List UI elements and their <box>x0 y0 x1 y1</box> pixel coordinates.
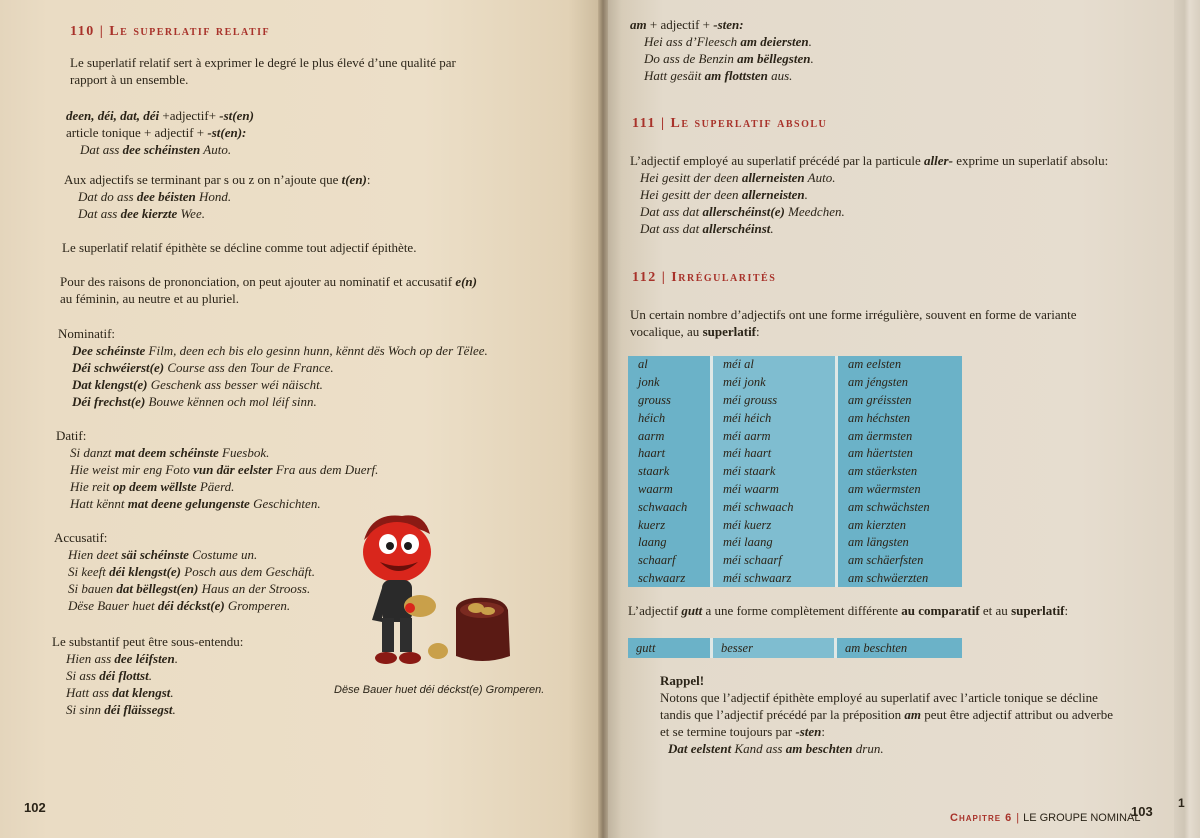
heading-112: 112 | Irrégularités <box>632 270 777 285</box>
superlative-cell: am äermsten <box>835 427 962 445</box>
sous-entendu-label: Le substantif peut être sous-entendu: <box>52 634 244 649</box>
gutt-superlative-cell: am beschten <box>834 638 962 658</box>
superlative-cell: am gréissten <box>835 392 962 410</box>
superlative-cell: am héchsten <box>835 409 962 427</box>
irregular-superlatives-table <box>628 356 962 587</box>
sous-example: Hien ass dee léifsten. <box>66 651 178 666</box>
comparative-cell: méi schwaach <box>710 498 835 516</box>
sous-entendu-block <box>52 633 243 718</box>
irregular-intro: Un certain nombre d’adjectifs ont une forme irrégulière, souvent en forme de variante vocalique, au superlatif: <box>630 307 1077 339</box>
sous-example: Si ass déi flottst. <box>66 668 152 683</box>
irregular-row <box>628 481 962 499</box>
comparative-cell: méi haart <box>710 445 835 463</box>
page-number-right: 103 <box>1131 804 1153 819</box>
datif-block <box>56 427 378 512</box>
positive-cell: laang <box>628 534 710 552</box>
acc-example: Hien deet säi schéinste Costume un. <box>68 547 258 562</box>
gutt-intro: L’adjectif gutt a une forme complètement différente au comparatif et au superlatif: <box>628 603 1069 618</box>
am-rule-block: am + adjectif + -sten: Hei ass d’Fleesch am deiersten. Do ass de Benzin am bëllegsten. Hatt gesäit am flottsten aus. <box>630 17 814 83</box>
absolu-example: Hei gesitt der deen allerneisten Auto. <box>640 170 836 185</box>
nom-example: Dee schéinste Film, deen ech bis elo gesinn hunn, kënnt dës Woch op der Tëlee. <box>72 343 488 358</box>
rule-line-2: article tonique + adjectif + <box>66 125 208 140</box>
footer-separator: | <box>1016 812 1020 824</box>
illustration-caption: Dëse Bauer huet déi déckst(e) Gromperen. <box>334 684 545 696</box>
irregular-row <box>628 427 962 445</box>
comparative-cell: méi schwaarz <box>710 570 835 588</box>
sz-block: Aux adjectifs se terminant par s ou z on n’ajoute que t(en): Dat do ass dee béisten Hond. Dat ass dee kierzte Wee. <box>64 172 371 221</box>
example-1: Dat ass dee schéinsten Auto. <box>80 142 232 157</box>
page-edges <box>1174 0 1200 838</box>
positive-cell: grouss <box>628 392 710 410</box>
irregular-row <box>628 552 962 570</box>
irregular-row <box>628 516 962 534</box>
dat-example: Hie weist mir eng Foto vun där eelster Fra aus dem Duerf. <box>70 462 379 477</box>
superlative-cell: am schäerfsten <box>835 552 962 570</box>
superlative-cell: am schwäerzten <box>835 570 962 588</box>
positive-cell: al <box>628 356 710 374</box>
rule-block <box>66 107 254 158</box>
farmer-illustration <box>352 510 522 680</box>
heading-110: 110 | Le superlatif relatif <box>70 24 271 39</box>
comparative-cell: méi waarm <box>710 481 835 499</box>
positive-cell: waarm <box>628 481 710 499</box>
irregular-row <box>628 392 962 410</box>
intro-paragraph <box>70 54 456 88</box>
positive-cell: schwaach <box>628 498 710 516</box>
comparative-cell: méi jonk <box>710 374 835 392</box>
prononciation-block: Pour des raisons de prononciation, on peut ajouter au nominatif et accusatif e(n) au féminin, au neutre et au pluriel. <box>60 274 477 306</box>
dat-example: Hatt kënnt mat deene gelungenste Geschichten. <box>70 496 321 511</box>
positive-cell: haart <box>628 445 710 463</box>
superlative-cell: am jéngsten <box>835 374 962 392</box>
comparative-cell: méi aarm <box>710 427 835 445</box>
dat-example: Hie reit op deem wëllste Päerd. <box>70 479 235 494</box>
acc-example: Si bauen dat bëllegst(en) Haus an der Strooss. <box>68 581 311 596</box>
am-example: Hei ass d’Fleesch am deiersten. <box>644 34 812 49</box>
heading-111: 111 | Le superlatif absolu <box>632 116 828 131</box>
sous-example: Si sinn déi fläissegst. <box>66 702 176 717</box>
decline-text: Le superlatif relatif épithète se décline comme tout adjectif épithète. <box>62 240 417 255</box>
irregular-row <box>628 409 962 427</box>
sz-example-1: Dat do ass dee béisten Hond. <box>78 189 232 204</box>
positive-cell: kuerz <box>628 516 710 534</box>
irregular-row <box>628 498 962 516</box>
superlative-cell: am schwächsten <box>835 498 962 516</box>
accusatif-block <box>54 529 315 614</box>
accusatif-label: Accusatif: <box>54 530 108 545</box>
positive-cell: jonk <box>628 374 710 392</box>
irregular-row <box>628 570 962 588</box>
acc-example: Dëse Bauer huet déi déckst(e) Gromperen. <box>68 598 291 613</box>
page-number-left: 102 <box>24 800 46 815</box>
irregular-row <box>628 534 962 552</box>
irregular-row <box>628 463 962 481</box>
nom-example: Dat klengst(e) Geschenk ass besser wéi näischt. <box>72 377 323 392</box>
nom-example: Déi frechst(e) Bouwe kënnen och mol léif sinn. <box>72 394 317 409</box>
book-spine <box>598 0 608 838</box>
superlative-cell: am längsten <box>835 534 962 552</box>
superlative-cell: am häertsten <box>835 445 962 463</box>
footer-chapter: Chapitre 6 <box>950 812 1013 824</box>
superlative-cell: am wäermsten <box>835 481 962 499</box>
intro-line-1: Le superlatif relatif sert à exprimer le degré le plus élevé d’une qualité par <box>70 55 456 70</box>
footer-title: LE GROUPE NOMINAL <box>1023 812 1141 824</box>
comparative-cell: méi schaarf <box>710 552 835 570</box>
rule-suffix: -st(en) <box>219 108 254 123</box>
comparative-cell: méi staark <box>710 463 835 481</box>
chapter-footer <box>950 812 1140 824</box>
superlative-cell: am kierzten <box>835 516 962 534</box>
nominatif-block <box>58 325 488 410</box>
absolu-example: Dat ass dat allerschéinst(e) Meedchen. <box>640 204 845 219</box>
sous-example: Hatt ass dat klengst. <box>66 685 174 700</box>
gutt-comparative-cell: besser <box>710 638 834 658</box>
datif-label: Datif: <box>56 428 87 443</box>
am-example: Hatt gesäit am flottsten aus. <box>644 68 793 83</box>
rappel-example: Dat eelstent Kand ass am beschten drun. <box>668 741 884 756</box>
dat-example: Si danzt mat deem schéinste Fuesbok. <box>70 445 270 460</box>
absolu-example: Dat ass dat allerschéinst. <box>640 221 774 236</box>
absolu-example: Hei gesitt der deen allerneisten. <box>640 187 808 202</box>
positive-cell: aarm <box>628 427 710 445</box>
irregular-row <box>628 374 962 392</box>
positive-cell: schaarf <box>628 552 710 570</box>
positive-cell: staark <box>628 463 710 481</box>
comparative-cell: méi al <box>710 356 835 374</box>
nom-example: Déi schwéierst(e) Course ass den Tour de France. <box>72 360 334 375</box>
absolu-block: L’adjectif employé au superlatif précédé par la particule aller- exprime un superlatif absolu: Hei gesitt der deen allerneisten Auto. Hei gesitt der deen allerneisten. Dat ass dat allerschéinst(e) Meedchen. Dat ass dat allerschéinst. <box>630 153 1109 236</box>
comparative-cell: méi grouss <box>710 392 835 410</box>
edge-page-number: 1 <box>1178 796 1185 810</box>
positive-cell: schwaarz <box>628 570 710 588</box>
rule-articles: deen, déi, dat, déi <box>66 108 160 123</box>
gutt-cell: gutt <box>628 638 710 658</box>
irregular-row <box>628 445 962 463</box>
comparative-cell: méi héich <box>710 409 835 427</box>
sz-example-2: Dat ass dee kierzte Wee. <box>78 206 205 221</box>
rule-line-2-suffix: -st(en): <box>207 125 247 140</box>
acc-example: Si keeft déi klengst(e) Posch aus dem Geschäft. <box>68 564 315 579</box>
am-example: Do ass de Benzin am bëllegsten. <box>644 51 814 66</box>
intro-line-2: rapport à un ensemble. <box>70 72 189 87</box>
gutt-table-row <box>628 638 962 658</box>
rappel-title: Rappel! <box>660 673 705 688</box>
irregular-row <box>628 356 962 374</box>
superlative-cell: am eelsten <box>835 356 962 374</box>
positive-cell: héich <box>628 409 710 427</box>
comparative-cell: méi laang <box>710 534 835 552</box>
superlative-cell: am stäerksten <box>835 463 962 481</box>
rappel-box: Rappel! Notons que l’adjectif épithète employé au superlatif avec l’article tonique se décline tandis que l’adjectif précédé par la préposition am peut être adjectif attribut ou adverbe et se termine toujours par -sten: Dat eelstent Kand ass am beschten drun. <box>660 673 1114 756</box>
comparative-cell: méi kuerz <box>710 516 835 534</box>
nominatif-label: Nominatif: <box>58 326 116 341</box>
rule-plus: +adjectif+ <box>159 108 220 123</box>
